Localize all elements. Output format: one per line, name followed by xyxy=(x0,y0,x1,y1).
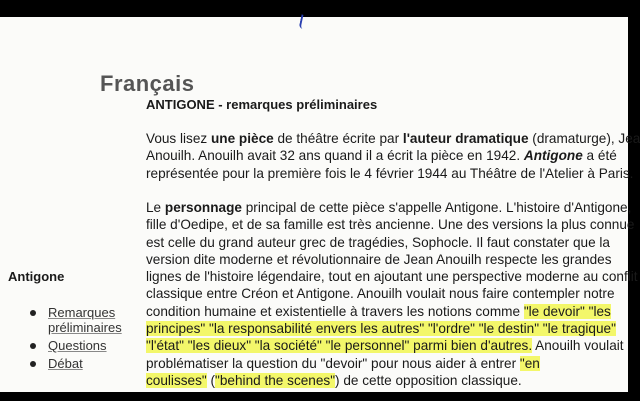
body-paragraph xyxy=(146,199,638,389)
body-line: "l'état" "les dieux" "la société" "le personnel" parmi bien d'autres. Anouilh voulait xyxy=(146,338,624,354)
sidebar-title: Antigone xyxy=(8,269,65,284)
intro-paragraph xyxy=(146,130,640,182)
body-line: lignes de l'histoire légendaire, tout en ajoutant une perspective moderne au conflit xyxy=(146,269,638,285)
body-line: problématiser la question du "devoir" pour nous aider à entrer "en xyxy=(146,355,540,371)
body-line: Le personnage principal de cette pièce s'appelle Antigone. L'histoire d'Antigone, xyxy=(146,200,632,215)
highlight: coulisses" xyxy=(146,372,207,388)
highlight: "behind the scenes" xyxy=(215,372,336,388)
section-subtitle: ANTIGONE - remarques préliminaires xyxy=(146,97,378,112)
bullet-icon xyxy=(30,361,36,367)
sidebar-nav xyxy=(30,305,128,374)
nav-item-label: Questions xyxy=(48,338,107,353)
body-line: classique entre Créon et Antigone. Anouilh voulait nous faire contempler notre xyxy=(146,286,615,302)
nav-item-debat[interactable] xyxy=(30,356,128,371)
body-line: fille d'Oedipe, et de sa famille est très ancienne. Une des versions la plus connue xyxy=(146,217,635,233)
highlight: "le devoir" "les xyxy=(523,303,611,319)
highlight: "l'état" "les dieux" "la société" "le personnel" parmi bien d'autres. xyxy=(146,338,533,354)
nav-item-questions[interactable] xyxy=(30,338,128,353)
pen-mark xyxy=(299,14,310,29)
body-line: version dite moderne et révolutionnaire de Jean Anouilh respecte les grandes xyxy=(146,251,612,267)
nav-item-remarques[interactable] xyxy=(30,305,128,335)
nav-item-label: Remarques préliminaires xyxy=(48,305,122,335)
highlight: "en xyxy=(519,355,540,371)
page-title: Français xyxy=(100,71,195,96)
body-line: est celle du grand auteur grec de tragédies, Sophocle. Il faut constater que la xyxy=(146,234,610,250)
bullet-icon xyxy=(30,343,36,349)
bullet-icon xyxy=(30,310,36,316)
body-line: condition humaine et existentielle à travers les notions comme "le devoir" "les xyxy=(146,303,611,319)
highlight: principes" "la responsabilité envers les autres" "l'ordre" "le destin" "le tragique" xyxy=(146,321,616,337)
intro-line: représentée pour la première fois le 4 février 1944 au Théâtre de l'Atelier à Paris. xyxy=(146,165,634,181)
intro-line: Anouilh. Anouilh avait 32 ans quand il a écrit la pièce en 1942. Antigone a été xyxy=(146,148,617,164)
document-page xyxy=(0,17,640,392)
body-line: coulisses" ("behind the scenes") de cette opposition classique. xyxy=(146,372,522,388)
intro-line: Vous lisez une pièce de théâtre écrite par l'auteur dramatique (dramaturge), Jea xyxy=(146,131,640,146)
body-line xyxy=(146,320,638,337)
nav-item-label: Débat xyxy=(48,356,83,371)
